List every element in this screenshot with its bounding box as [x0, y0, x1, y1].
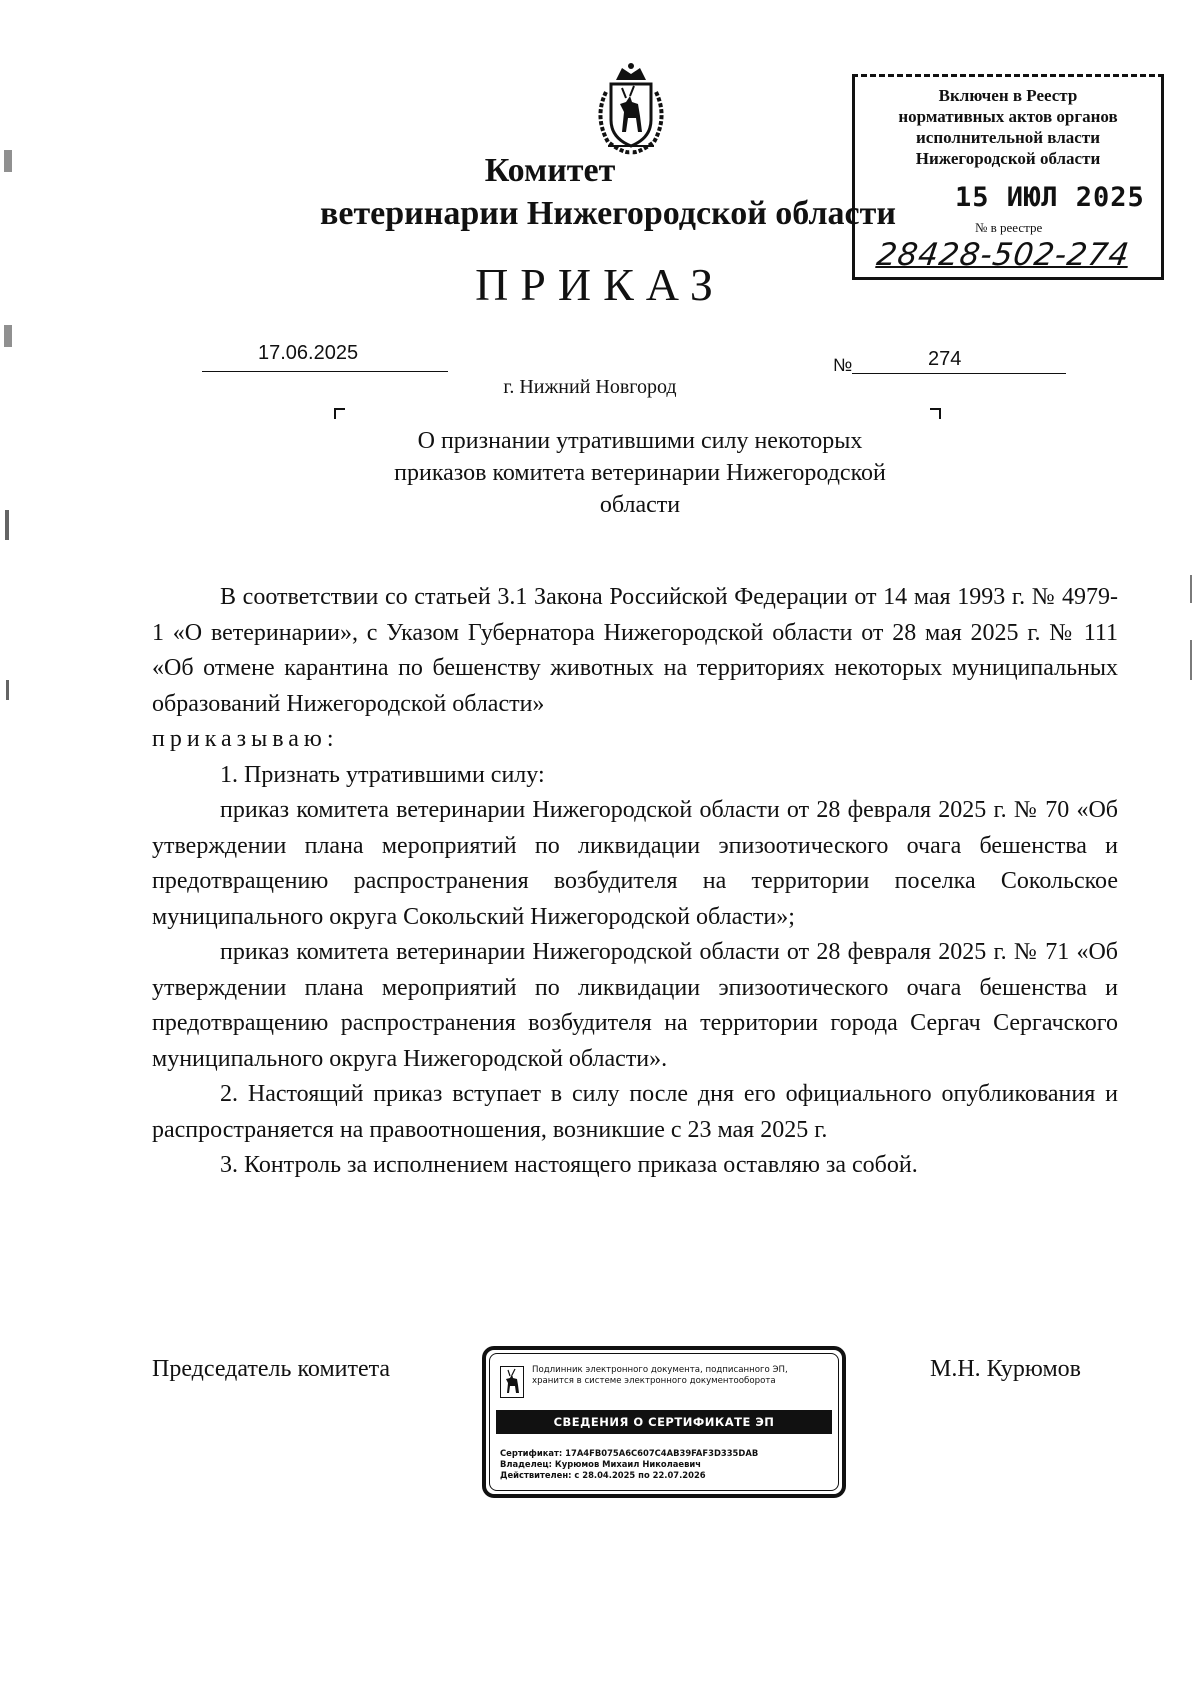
order-number-sign: №	[833, 355, 853, 375]
scan-artifact	[4, 150, 12, 172]
esign-owner: Владелец: Курюмов Михаил Николаевич	[500, 1459, 702, 1469]
item-1-b: приказ комитета ветеринарии Нижегородской области от 28 февраля 2025 г. № 71 «Об утверждении плана мероприятий по ликвидации эпизоотического очага бешенства и предотвращению распространения возбудителя на территории города Сергач Сергачского муниципального округа Нижегородской области».	[152, 939, 1118, 1072]
esign-note-line: хранится в системе электронного документооборота	[532, 1376, 776, 1386]
signer-position: Председатель комитета	[152, 1356, 391, 1382]
deer-emblem-icon	[500, 1366, 524, 1398]
esign-valid: Действителен: с 28.04.2025 по 22.07.2026	[500, 1470, 706, 1480]
scan-artifact	[1190, 640, 1192, 680]
date-underline	[202, 371, 448, 372]
title-corner-right	[930, 408, 941, 419]
committee-name-line2: ветеринарии Нижегородской области	[320, 195, 896, 232]
number-underline	[852, 373, 1066, 374]
stamp-title-line: Включен в Реестр	[938, 86, 1078, 105]
order-title	[340, 425, 940, 521]
title-line: области	[599, 492, 681, 518]
stamp-title-line: исполнительной власти	[916, 128, 1100, 147]
title-corner-left	[334, 408, 345, 419]
title-line: приказов комитета ветеринарии Нижегородской	[394, 460, 886, 486]
title-line: О признании утратившими силу некоторых	[417, 428, 863, 454]
scan-artifact	[6, 680, 9, 700]
item-1-a: приказ комитета ветеринарии Нижегородской области от 28 февраля 2025 г. № 70 «Об утверждении плана мероприятий по ликвидации эпизоотического очага бешенства и предотвращению распространения возбудителя на территории поселка Сокольское муниципального округа Сокольский Нижегородской области»;	[152, 797, 1118, 930]
signer-name: М.Н. Курюмов	[930, 1356, 1082, 1382]
esign-note-line: Подлинник электронного документа, подписанного ЭП,	[532, 1365, 788, 1375]
esign-certificate: Сертификат: 17A4FB075A6C607C4AB39FAF3D335DAB	[500, 1448, 759, 1458]
registry-stamp	[852, 74, 1164, 280]
order-number: 274	[928, 348, 962, 370]
coat-of-arms-icon	[586, 62, 676, 158]
scan-artifact	[4, 325, 12, 347]
stamp-number-label: № в реестре	[975, 220, 1043, 235]
document-type: ПРИКАЗ	[475, 259, 725, 310]
order-body	[152, 580, 1118, 1184]
stamp-title-line: нормативных актов органов	[898, 107, 1118, 126]
order-date: 17.06.2025	[258, 342, 359, 364]
item-3: 3. Контроль за исполнением настоящего приказа оставляю за собой.	[220, 1152, 918, 1178]
scan-artifact	[1190, 575, 1192, 603]
committee-name-line1: Комитет	[484, 152, 616, 189]
esign-banner: СВЕДЕНИЯ О СЕРТИФИКАТЕ ЭП	[496, 1410, 832, 1434]
scan-artifact	[5, 510, 9, 540]
item-2: 2. Настоящий приказ вступает в силу после дня его официального опубликования и распространяется на правоотношения, возникшие с 23 мая 2025 г.	[152, 1081, 1118, 1143]
stamp-number-value: 28428-502-274	[874, 237, 1132, 273]
preamble-paragraph: В соответствии со статьей 3.1 Закона Российской Федерации от 14 мая 1993 г. № 4979-1 «О ветеринарии», с Указом Губернатора Нижегородской области от 28 мая 2025 г. № 111 «Об отмене карантина по бешенству животных на территориях некоторых муниципальных образований Нижегородской области»	[152, 584, 1118, 717]
electronic-signature-stamp	[482, 1346, 846, 1498]
prikazyvayu: приказываю:	[152, 726, 339, 752]
esign-note	[532, 1365, 832, 1387]
item-1: 1. Признать утратившими силу:	[220, 761, 545, 788]
stamp-date: 15 ИЮЛ 2025	[955, 182, 1145, 213]
stamp-title-line: Нижегородской области	[915, 149, 1101, 168]
city: г. Нижний Новгород	[503, 376, 677, 398]
